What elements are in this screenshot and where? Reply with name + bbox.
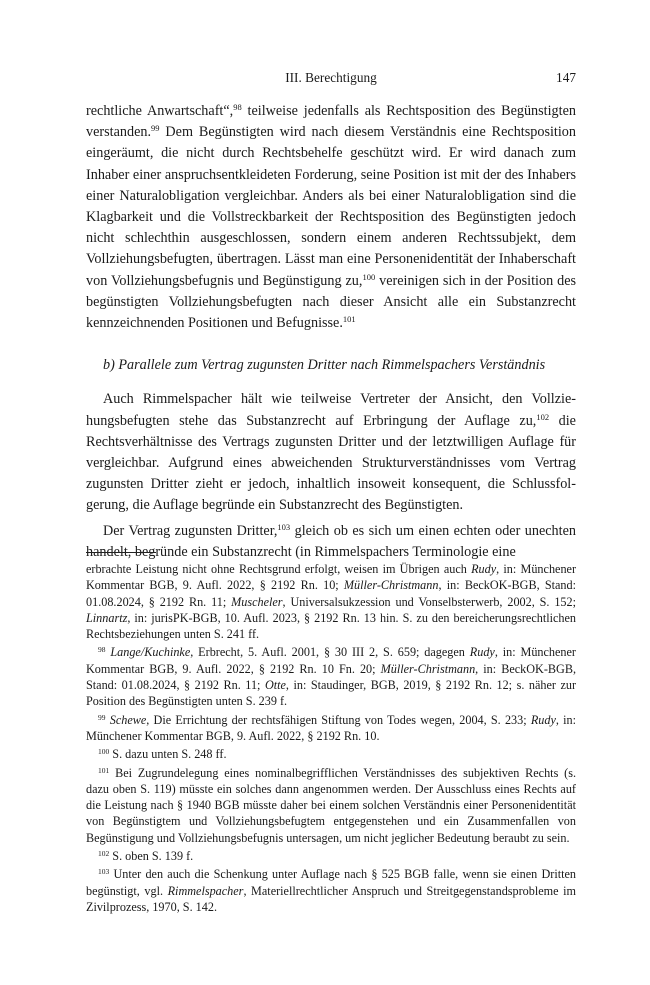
author-name: Otte bbox=[264, 678, 286, 693]
paragraph-3 bbox=[86, 521, 576, 563]
author-name: Müller-Christmann bbox=[343, 578, 439, 593]
author-name: Schewe bbox=[109, 712, 147, 727]
author-name: Müller-Christmann bbox=[380, 661, 476, 676]
footnote-number: 103 bbox=[98, 867, 110, 877]
footnote-ref-101[interactable]: 101 bbox=[342, 314, 356, 325]
text-run: , in: BeckOK-BGB, Stand: 01.08.2024, § 2192 Rn. 11; bbox=[86, 578, 577, 609]
text-run: , Erbrecht, 5. Aufl. 2001, § 30 III 2, S. 659; dagegen bbox=[190, 645, 470, 660]
footnote-103 bbox=[86, 866, 576, 915]
paragraph-2 bbox=[86, 389, 576, 516]
text-run: , in: BeckOK-BGB, Stand: 01.08.2024, § 2192 Rn. 11; bbox=[86, 661, 576, 693]
author-name: Muscheler bbox=[231, 594, 283, 609]
text-run: , in: Münchener Kommentar BGB, 9. Aufl. 2022, § 2192 Rn. 10 Fn. 20; bbox=[86, 645, 576, 676]
text-run: S. dazu unten S. 248 ff. bbox=[109, 747, 227, 762]
text-run: S. oben S. 139 f. bbox=[109, 849, 194, 864]
text-run: teilweise jedenfalls als Rechtsposition des Begünstigten verstanden. bbox=[86, 103, 576, 141]
text-run: vereinigen sich in der Position des begünstigten Vollziehungsbefugten nach dieser Ansicht alle ein Substanzrecht kennzeichnenden Positionen und Befugnisse. bbox=[86, 272, 577, 332]
text-run: , Materiellrechtlicher Anspruch und Streitgegenstandsprobleme im Zivilprozess, 1970, S. 142. bbox=[86, 883, 576, 914]
footnote-continuation bbox=[86, 561, 576, 642]
text-run: , in: Münchener Kommentar BGB, 9. Aufl. 2022, § 2192 Rn. 10. bbox=[86, 712, 576, 743]
text-run: , Die Errichtung der rechtsfähigen Stiftung von Todes wegen, 2004, S. 233; bbox=[146, 712, 531, 727]
main-text bbox=[86, 101, 576, 563]
footnote-number: 99 bbox=[98, 712, 106, 722]
text-run: , Universalsukzession und Vonselbsterwerb, 2002, S. 152; bbox=[282, 594, 576, 609]
footnote-number: 102 bbox=[98, 849, 110, 859]
footnote-ref-100[interactable]: 100 bbox=[362, 271, 376, 282]
footnote-101 bbox=[86, 765, 576, 846]
author-name: Rudy bbox=[469, 645, 495, 660]
footnote-ref-98[interactable]: 98 bbox=[233, 102, 242, 112]
footnote-100 bbox=[86, 746, 576, 762]
author-name: Rudy bbox=[471, 562, 497, 576]
page-number: 147 bbox=[556, 70, 576, 85]
footnotes bbox=[86, 561, 576, 917]
text-run: Bei Zugrundelegung eines nominalbegrifflichen Verständnisses des subjektiven Rechts (s. dazu oben S. 119) müsste ein solches dann angenommen werden. Der Ausschluss eines Rechts auf die Leistung nach § 1940 BGB müsste daher bei einem solchen Verständnis einer Personenidentität von Begünstigtem und Vollziehungsbefugtem entgegenstehen und ein Zusammenfallen von Begünstigung und Vollziehungsbefugnis untersagen, um nicht jeglicher Bedeutung beraubt zu sein. bbox=[86, 765, 576, 845]
author-name: Linnartz bbox=[86, 610, 128, 625]
author-name: Rudy bbox=[530, 712, 556, 727]
text-run: , in: Münchener Kommentar BGB, 9. Aufl. 2022, § 2192 Rn. 10; bbox=[86, 562, 577, 593]
footnote-99 bbox=[86, 712, 576, 745]
author-name: Rimmelspacher bbox=[167, 883, 244, 898]
footnote-98 bbox=[86, 644, 576, 709]
text-run: rechtliche Anwartschaft“, bbox=[86, 103, 234, 119]
text-run: , in: Staudinger, BGB, 2019, § 2192 Rn. 12; s. näher zur Position des Begünstigten unten S. 239 f. bbox=[86, 678, 577, 709]
text-run: Auch Rimmelspacher hält wie teilweise Vertreter der Ansicht, den Vollziehungsbefugten stehe das Substanzrecht auf Erbringung der Auflage zu, bbox=[86, 391, 576, 429]
footnote-separator bbox=[86, 552, 156, 553]
paragraph-1 bbox=[86, 101, 576, 334]
text-run: Der Vertrag zugunsten Dritter, bbox=[103, 522, 278, 539]
footnote-102 bbox=[86, 848, 576, 864]
author-name: Lange/Kuchinke bbox=[110, 645, 191, 660]
footnote-ref-99[interactable]: 99 bbox=[151, 123, 160, 134]
running-header bbox=[86, 70, 576, 88]
subsection-heading: b) Parallele zum Vertrag zugunsten Dritter nach Rimmelspachers Verständnis bbox=[103, 357, 546, 374]
text-run: die Rechtsverhältnisse des Vertrags zugunsten Dritter und der letztwilligen Auflage für vergleichbar. Aufgrund eines abweichenden Strukturverständnisses vom Vertrag zugunsten Dritter zieht er jedoch, inhaltlich insoweit konsequent, die Schlussfolgerung, die Auflage begründe ein Substanzrecht des Begünstigten. bbox=[86, 412, 576, 514]
text-run: , in: jurisPK-BGB, 10. Aufl. 2023, § 2192 Rn. 13 hin. S. zu den bereicherungsrechtlichen Rechtsbeziehungen unten S. 241 ff. bbox=[86, 610, 576, 642]
text-run: gleich ob es sich um einen echten oder unechten handelt, begründe ein Substanzrecht (in Rimmelspachers Terminologie eine bbox=[86, 522, 576, 560]
footnote-number: 100 bbox=[98, 747, 110, 757]
footnote-ref-102[interactable]: 102 bbox=[536, 411, 550, 422]
footnote-ref-103[interactable]: 103 bbox=[277, 521, 291, 532]
text-run: erbrachte Leistung nicht ohne Rechtsgrund erfolgt, weisen im Übrigen auch bbox=[86, 562, 472, 576]
section-title: III. Berechtigung bbox=[285, 70, 377, 85]
footnote-number: 101 bbox=[98, 765, 110, 775]
text-run: Unter den auch die Schenkung unter Auflage nach § 525 BGB falle, wenn sie einen Dritten begünstigt, vgl. bbox=[86, 867, 576, 898]
footnote-number: 98 bbox=[98, 645, 106, 655]
text-run: Dem Begünstigten wird nach diesem Verständnis eine Rechtsposition eingeräumt, die nicht durch Rechtsbehelfe geschützt wird. Er wird danach zum Inhaber einer anspruchsentkleideten Forderung, seine Position ist mit der des Inhabers einer Naturalobligation vergleichbar. Anders als bei einer Naturalobligation sind die Klagbarkeit und die Vollstreckbarkeit der Rechtsposition des Begünstigten jedoch nicht schlechthin ausgeschlossen, sondern einem anderen Rechtssubjekt, dem Vollziehungsbefugten, übertragen. Lässt man eine Personenidentität der Inhaberschaft von Vollziehungsbefugnis und Begünstigung zu, bbox=[86, 124, 576, 289]
